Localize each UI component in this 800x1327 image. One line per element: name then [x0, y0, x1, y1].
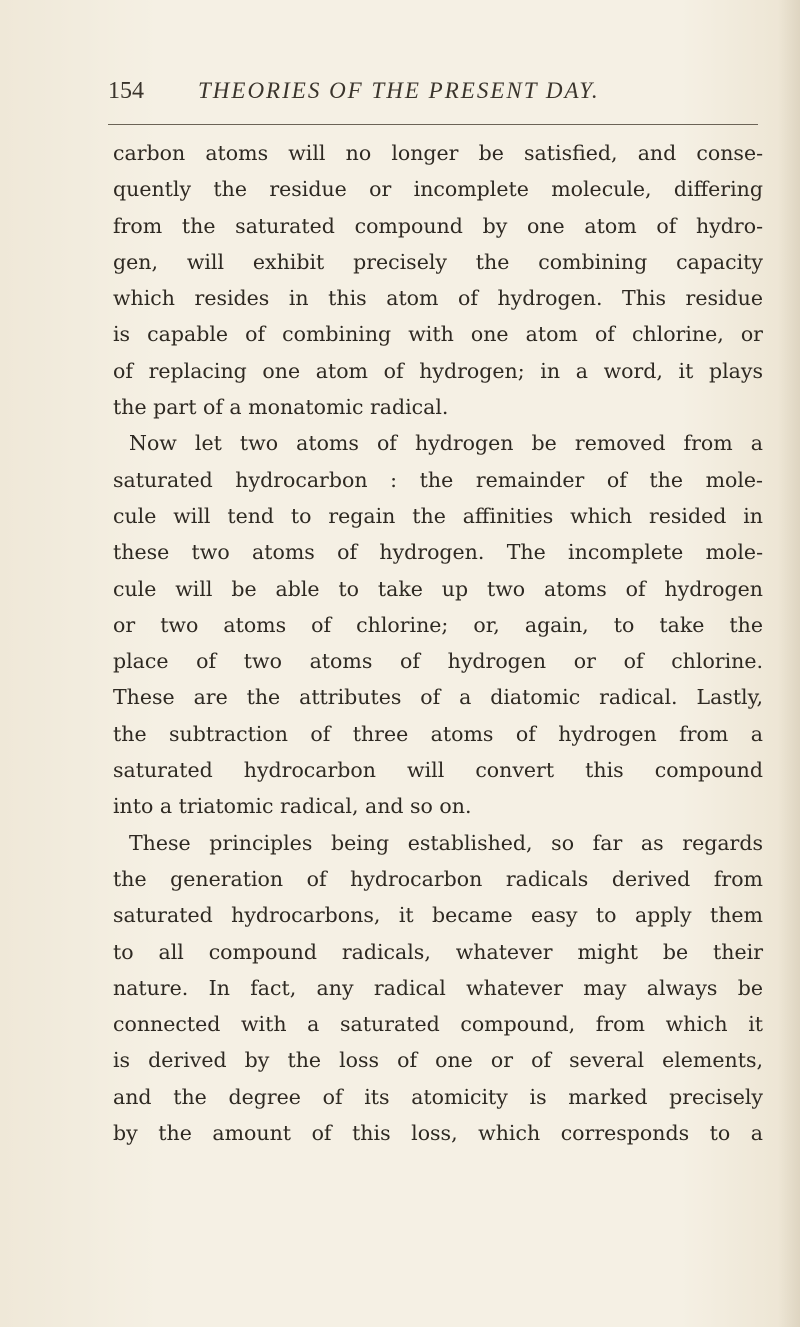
text-line: by the amount of this loss, which corresponds to a [113, 1121, 763, 1146]
header-rule [108, 124, 758, 125]
running-title: THEORIES OF THE PRESENT DAY. [198, 78, 600, 103]
text-line: connected with a saturated compound, from which it [113, 1012, 763, 1037]
text-line: These principles being established, so far as regards [129, 830, 763, 855]
text-line: gen, will exhibit precisely the combining capacity [113, 249, 763, 274]
text-line: and the degree of its atomicity is marked precisely [113, 1084, 763, 1109]
text-line: of replacing one atom of hydrogen; in a word, it plays [113, 358, 763, 383]
text-line: is derived by the loss of one or of several elements, [113, 1048, 763, 1073]
text-line: which resides in this atom of hydrogen. This residue [113, 286, 763, 311]
text-line: the subtraction of three atoms of hydrogen from a [113, 721, 763, 746]
running-header [108, 74, 758, 114]
text-line: Now let two atoms of hydrogen be removed from a [129, 431, 763, 456]
text-line: the generation of hydrocarbon radicals derived from [113, 866, 763, 891]
text-line: the part of a monatomic radical. [113, 395, 449, 420]
text-line: carbon atoms will no longer be satisfied, and conse- [113, 141, 763, 165]
page-number: 154 [108, 78, 144, 104]
text-line: these two atoms of hydrogen. The incomplete mole- [113, 540, 763, 565]
text-line: cule will tend to regain the affinities which resided in [113, 503, 763, 528]
text-line: place of two atoms of hydrogen or of chlorine. [113, 649, 763, 674]
text-line: into a triatomic radical, and so on. [113, 794, 472, 819]
text-line: These are the attributes of a diatomic radical. Lastly, [113, 685, 763, 710]
page-edge-shadow [778, 0, 800, 1327]
text-line: nature. In fact, any radical whatever may always be [113, 975, 763, 1000]
text-line: or two atoms of chlorine; or, again, to take the [113, 612, 763, 637]
text-line: saturated hydrocarbons, it became easy to apply them [113, 903, 763, 928]
text-line: quently the residue or incomplete molecule, differing [113, 177, 763, 202]
body-text [113, 135, 763, 1151]
text-line: cule will be able to take up two atoms of hydrogen [113, 576, 763, 601]
text-line: from the saturated compound by one atom of hydro- [113, 213, 763, 238]
text-line: to all compound radicals, whatever might be their [113, 939, 763, 964]
text-line: saturated hydrocarbon will convert this compound [113, 758, 763, 783]
text-line: saturated hydrocarbon : the remainder of the mole- [113, 467, 763, 492]
text-line: is capable of combining with one atom of chlorine, or [113, 322, 763, 347]
